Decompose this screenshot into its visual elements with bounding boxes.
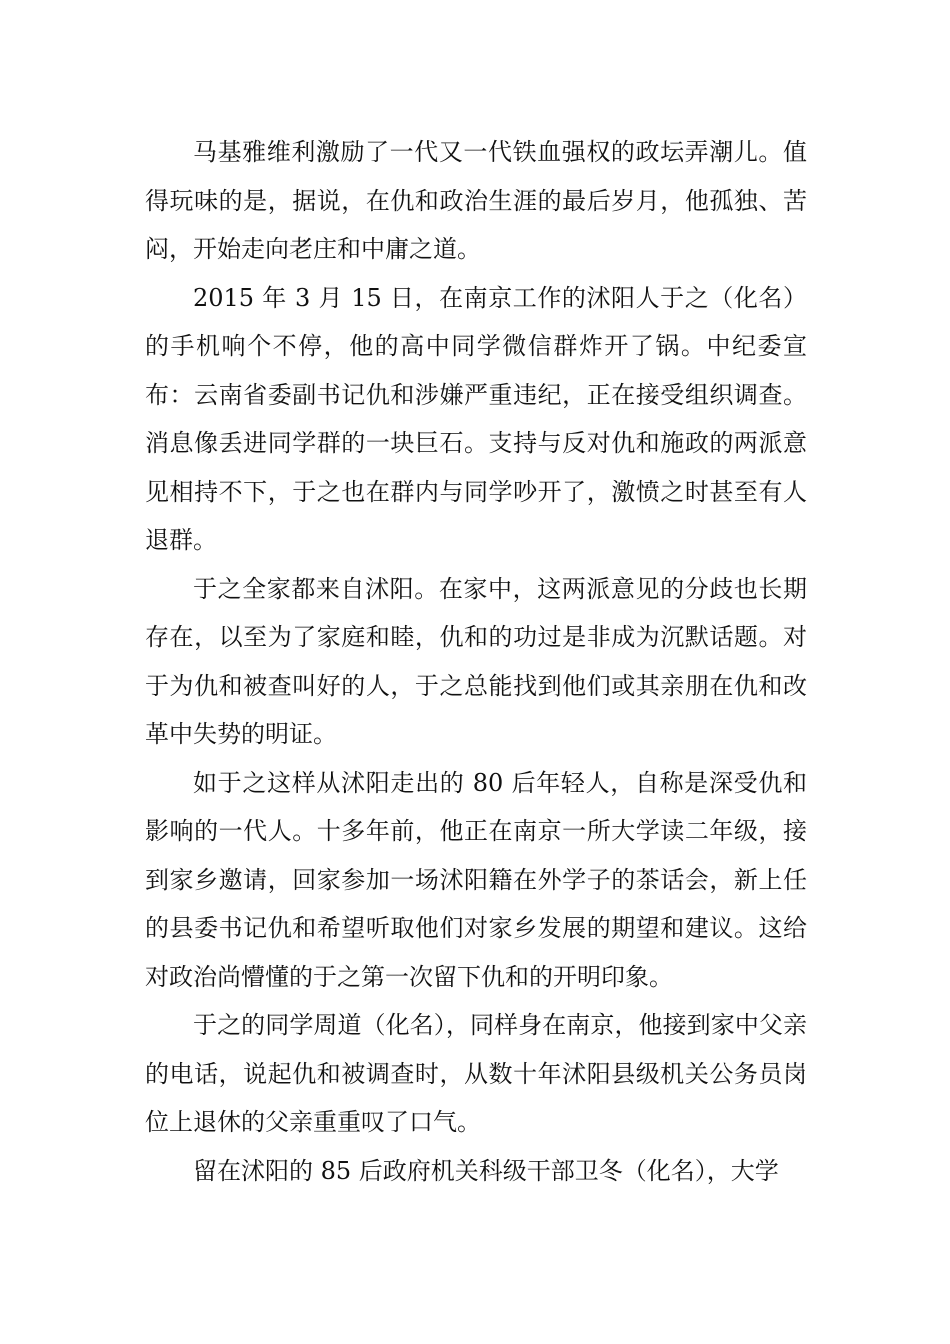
paragraph-2: 2015 年 3 月 15 日，在南京工作的沭阳人于之（化名）的手机响个不停，他的高中同学微信群炸开了锅。中纪委宣布：云南省委副书记仇和涉嫌严重违纪，正在接受组织调查。消息像丢进同学群的一块巨石。支持与反对仇和施政的两派意见相持不下，于之也在群内与同学吵开了，激愤之时甚至有人退群。: [145, 283, 807, 554]
paragraph-4: 如于之这样从沭阳走出的 80 后年轻人，自称是深受仇和影响的一代人。十多年前，他正在南京一所大学读二年级，接到家乡邀请，回家参加一场沭阳籍在外学子的茶话会，新上任的县委书记仇和希望听取他们对家乡发展的期望和建议。这给对政治尚懵懂的于之第一次留下仇和的开明印象。: [145, 768, 807, 991]
paragraph-5: 于之的同学周道（化名），同样身在南京，他接到家中父亲的电话，说起仇和被调查时，从数十年沭阳县级机关公务员岗位上退休的父亲重重叹了口气。: [145, 1011, 807, 1136]
paragraph-1: 马基雅维利激励了一代又一代铁血强权的政坛弄潮儿。值得玩味的是，据说，在仇和政治生涯的最后岁月，他孤独、苦闷，开始走向老庄和中庸之道。: [145, 138, 807, 263]
paragraph-3: 于之全家都来自沭阳。在家中，这两派意见的分歧也长期存在，以至为了家庭和睦，仇和的功过是非成为沉默话题。对于为仇和被查叫好的人，于之总能找到他们或其亲朋在仇和改革中失势的明证。: [145, 574, 807, 748]
document-body: [145, 128, 807, 1195]
paragraph-6: 留在沭阳的 85 后政府机关科级干部卫冬（化名），大学: [193, 1156, 779, 1185]
